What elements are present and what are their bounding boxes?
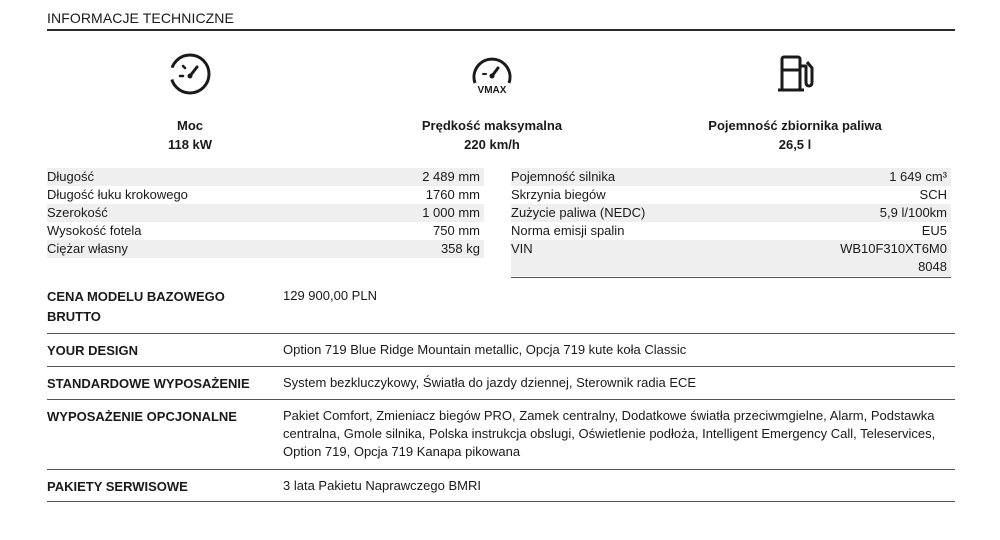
kpi-value: 220 km/h (464, 137, 520, 152)
spec-key: Ciężar własny (47, 241, 128, 256)
info-heading: STANDARDOWE WYPOSAŻENIE (47, 376, 250, 391)
spec-key: Długość (47, 169, 94, 184)
info-content: Pakiet Comfort, Zmieniacz biegów PRO, Zamek centralny, Dodatkowe światła przeciwmgielne, Alarm, Podstawka centralna, Gmole silnika, Polska instrukcja obslugi, Oświetlenie podłoża, Intelligent Emergency Call, Teleservices, Option 719, Opcja 719 Kanapa pikowana (283, 408, 936, 459)
info-content: Option 719 Blue Ridge Mountain metallic, Opcja 719 kute koła Classic (283, 342, 687, 357)
spec-key: Norma emisji spalin (511, 223, 625, 238)
vin-value: WB10F310XT6M08048 (840, 241, 947, 274)
spec-key: Pojemność silnika (511, 169, 616, 184)
spec-value: 358 kg (440, 241, 480, 256)
info-heading: CENA MODELU BAZOWEGO BRUTTO (47, 289, 225, 324)
info-row-standard-equipment (47, 374, 955, 400)
kpi-label: Moc (177, 118, 203, 133)
spec-table-left (47, 168, 484, 258)
spec-key: Szerokość (47, 205, 108, 220)
info-heading: PAKIETY SERWISOWE (47, 479, 188, 494)
spec-row (47, 222, 484, 240)
fuel-pump-icon (771, 50, 819, 98)
kpi-power (60, 50, 320, 152)
spec-value: EU5 (921, 223, 947, 238)
info-row-your-design (47, 341, 955, 367)
spec-row (47, 240, 484, 258)
kpi-top-speed (362, 50, 622, 152)
spec-value: SCH (919, 187, 947, 202)
spec-row (511, 186, 951, 204)
spec-key: Skrzynia biegów (511, 187, 606, 202)
spec-row (47, 204, 484, 222)
kpi-label: Pojemność zbiornika paliwa (708, 118, 882, 133)
spec-value: 2 489 mm (422, 169, 480, 184)
vmax-icon-text: VMAX (477, 85, 507, 96)
kpi-value: 26,5 l (778, 137, 812, 152)
info-content: 3 lata Pakietu Naprawczego BMRI (283, 478, 481, 493)
spec-row (511, 204, 951, 222)
info-heading: YOUR DESIGN (47, 343, 139, 358)
spec-value: 1 649 cm³ (889, 169, 947, 184)
speedometer-icon (166, 50, 214, 98)
section-title: INFORMACJE TECHNICZNE (47, 10, 234, 26)
spec-row (511, 168, 951, 186)
spec-table-right (511, 168, 951, 276)
kpi-tank-capacity (665, 50, 925, 152)
vmax-icon (468, 50, 516, 98)
spec-value: 750 mm (433, 223, 480, 238)
spec-key: VIN (511, 241, 533, 256)
kpi-label: Prędkość maksymalna (421, 118, 563, 133)
spec-value: 1 000 mm (422, 205, 480, 220)
spec-row (511, 222, 951, 240)
info-heading: WYPOSAŻENIE OPCJONALNE (47, 409, 237, 424)
kpi-value: 118 kW (167, 137, 213, 152)
spec-row (47, 186, 484, 204)
spec-key: Długość łuku krokowego (47, 187, 188, 202)
spec-row (511, 240, 951, 276)
title-divider (47, 29, 955, 31)
info-content: 129 900,00 PLN (283, 288, 377, 303)
info-content: System bezkluczykowy, Światła do jazdy dziennej, Sterownik radia ECE (283, 375, 697, 390)
spec-key: Zużycie paliwa (NEDC) (511, 205, 646, 220)
spec-value: 5,9 l/100km (879, 205, 947, 220)
info-row-optional-equipment (47, 407, 955, 470)
spec-divider (511, 277, 951, 278)
spec-key: Wysokość fotela (47, 223, 142, 238)
info-row-service-packages (47, 477, 955, 502)
spec-value: 1760 mm (425, 187, 480, 202)
spec-row (47, 168, 484, 186)
info-row-base-price (47, 287, 955, 334)
